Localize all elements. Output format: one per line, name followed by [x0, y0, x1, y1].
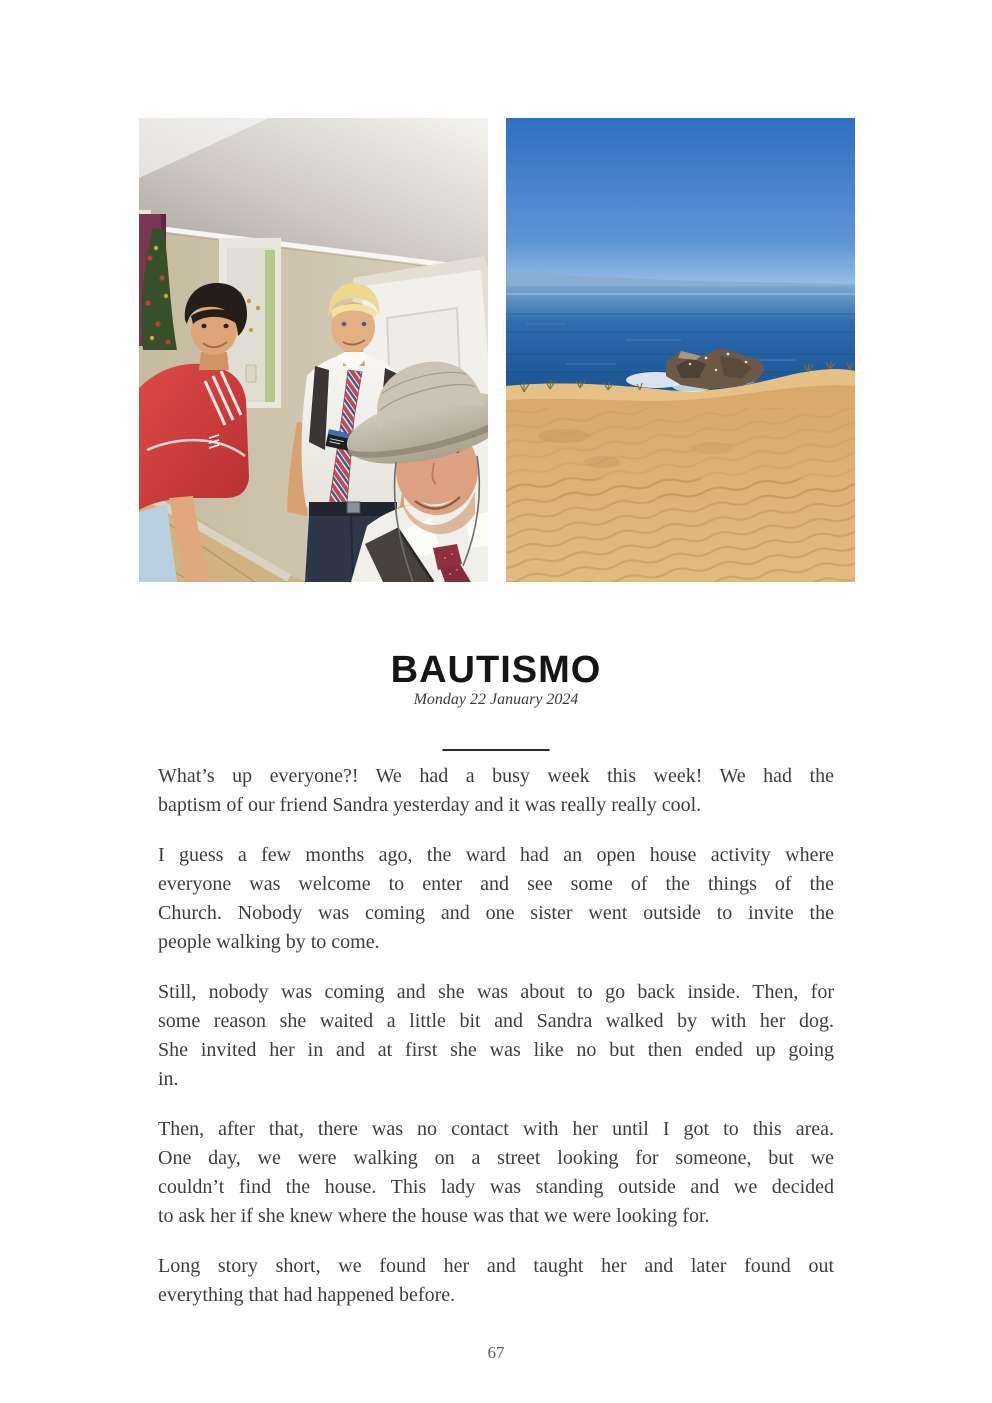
section-divider	[443, 749, 550, 751]
text-line: One day, we were walking on a street looking for someone, but we	[158, 1147, 834, 1169]
text-line: Still, nobody was coming and she was about to go back inside. Then, for	[158, 981, 834, 1003]
paragraph	[158, 762, 834, 820]
text-line: She invited her in and at first she was like no but then ended up going	[158, 1039, 834, 1061]
paragraph	[158, 1252, 834, 1310]
page-number: 67	[487, 1343, 505, 1362]
beach-photo-graphic	[506, 118, 855, 582]
entry-date: Monday 22 January 2024	[413, 691, 579, 708]
text-line: some reason she waited a little bit and Sandra walked by with her dog.	[158, 1010, 834, 1032]
text-line: Long story short, we found her and taught her and later found out	[158, 1255, 834, 1277]
title-block	[0, 650, 992, 709]
page-title: BAUTISMO	[390, 649, 602, 691]
text-line: Then, after that, there was no contact with her until I got to this area.	[158, 1118, 834, 1140]
text-line: people walking by to come.	[158, 931, 380, 953]
text-line: Church. Nobody was coming and one sister went outside to invite the	[158, 902, 834, 924]
article	[158, 762, 834, 1331]
paragraph	[158, 1115, 834, 1231]
text-line: I guess a few months ago, the ward had an open house activity where	[158, 844, 834, 866]
paragraph	[158, 841, 834, 957]
ocean-and-sand-dunes-photo	[506, 118, 855, 582]
paragraph	[158, 978, 834, 1094]
text-line: baptism of our friend Sandra yesterday and it was really really cool.	[158, 794, 702, 816]
text-line: to ask her if she knew where the house was that we were looking for.	[158, 1205, 710, 1227]
text-line: in.	[158, 1068, 179, 1090]
selfie-photo-graphic	[139, 118, 488, 582]
text-line: couldn’t find the house. This lady was standing outside and we decided	[158, 1176, 834, 1198]
text-line: everything that had happened before.	[158, 1284, 456, 1306]
photo-row	[139, 118, 855, 582]
text-line: What’s up everyone?! We had a busy week this week! We had the	[158, 765, 834, 787]
selfie-three-missionaries-photo	[139, 118, 488, 582]
text-line: everyone was welcome to enter and see some of the things of the	[158, 873, 834, 895]
